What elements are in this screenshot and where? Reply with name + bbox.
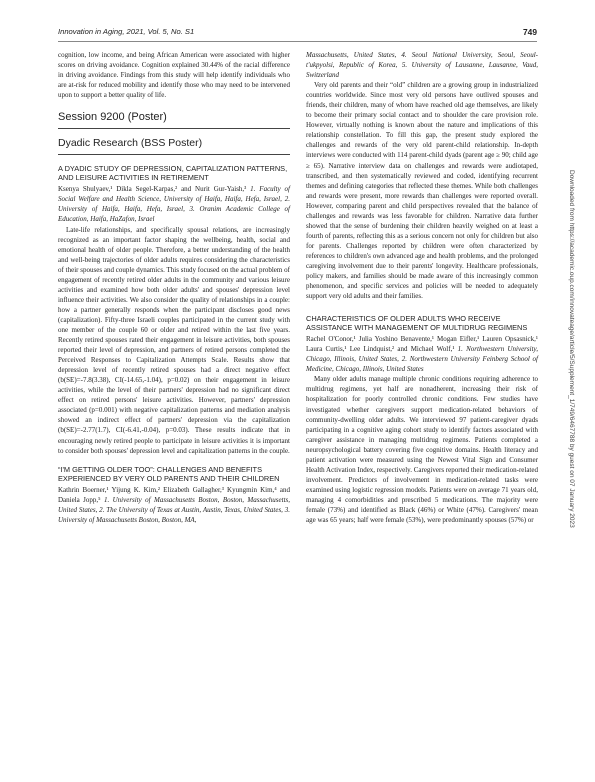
abstract-3-title: CHARACTERISTICS OF OLDER ADULTS WHO RECEIVE ASSISTANCE WITH MANAGEMENT OF MULTIDRUG REGIMENS: [306, 314, 528, 333]
abstract-1-title: A DYADIC STUDY OF DEPRESSION, CAPITALIZATION PATTERNS, AND LEISURE ACTIVITIES IN RETIREMENT: [58, 164, 288, 183]
abstract-2-body: Very old parents and their “old” children are a growing group in industrialized countries worldwide. Since most very old persons have outlived spouses and friends, their children, many of whom have reached old age themselves, are likely to become their primary social contact and to shoulder the care provision role. However, virtually nothing is known about the nature and implications of this relationship constellation. To fill this gap, the present study explored the challenges and rewards of the very old parent-child relationship. In-depth interviews were conducted with 114 parent-child dyads (parent age ≥ 90; child age ≥ 65). Narrative interview data on challenges and rewards were audiotaped, transcribed, and then systematically reviewed and coded, identifying recurrent themes and defining categories that reflected these themes. While both challenges and rewards were present, more rewards than challenges were reported overall. However, comparing parent and child perspectives revealed that the balance of challenges and rewards was less favorable for children. Narrative data further showed that the sense of burdening their children heavily weighed on at least a fourth of parents, reflecting this as a serious concern not only for children but also for parents. Challenges reported by children were often characterized by references to children's own advanced age and health problems, and the prolonged caregiving involvement due to their parents' longevity. Healthcare professionals, policy makers, and families should be made aware of this increasingly common phenomenon, and specific services and policies will be needed to adequately support very old adults and their families.: [306, 81, 538, 301]
session-heading: Session 9200 (Poster): [58, 112, 290, 129]
running-header: [58, 27, 537, 41]
abstract-2-affiliations-continued: Massachusetts, United States, 4. Seoul National University, Seoul, Seoul-t'ukpyolsi, Republic of Korea, 5. University of Lausanne, Lausanne, Vaud, Switzerland: [306, 51, 538, 80]
abstract-2-affiliations: 1. University of Massachusetts Boston, Boston, Massachusetts, United States, 2. The University of Texas at Austin, Austin, Texas, United States, 3. University of Massachusetts Boston, Boston, MA,: [58, 495, 290, 524]
download-note: Downloaded from https://academic.oup.com/innovateage/article/5/Supplement_1/749/6467788 by guest on 07 January 2023: [568, 170, 575, 528]
abstract-3-authors: Rachel O'Conor,¹ Julia Yoshino Benavente,¹ Mogan Eifler,¹ Lauren Opsasnick,¹ Laura Curtis,¹ Lee Lindquist,² and Michael Wolf,¹: [306, 335, 538, 354]
header-rule: [58, 41, 537, 42]
abstract-3-body: Many older adults manage multiple chronic conditions requiring adherence to multidrug regimens, yet half are nonadherent, increasing their risk of hospitalization for poorly controlled chronic conditions. Few studies have investigated whether caregivers support medication-related behaviors of community-dwelling older adults. We interviewed 97 patient-caregiver dyads participating in a cognitive aging cohort study to identify factors associated with caregiver assistance in managing multidrug regimens. Patients completed a neuropsychological battery covering five cognitive domains. Health literacy and patient activation were measured using the Newest Vital Sign and Consumer Health Activation Index, respectively. Caregivers reported their medication-related involvement. Predictors of involvement in medication-related tasks were examined using logistic regression models. Patients were on average 71 years old, managing 4 comorbidities and prescribed 5 medications. The majority were female (73%) and identified as Black (46%) or White (47%). Caregivers' mean age was 65 years; half were female (53%), were predominantly spouses (57%) or: [306, 375, 538, 525]
right-column: [306, 50, 538, 525]
abstract-1-byline: [58, 184, 290, 224]
abstract-1-body: Late-life relationships, and specifically spousal relations, are increasingly recognized as an important factor shaping the wellbeing, health, social and emotional health of older people. Therefore, a better understanding of the health and well-being trajectories of older adults requires considering the characteristics of their spouses and couple dynamics. This study focused on the actual problem of engagement of recently retired older adults in the community and various leisure activities and examined how both older adults' and spouses' depression level influence their activities. We also consider the quality of relationships in a couple: how a partner generally responds when the participant discloses good news (capitalization). Fifty-three Israeli couples participated in the current study with one member of the couple 60 or older and retired within the last five years. Recently retired spouses rated their engagement in leisure activities, both spouses reported their level of depression, and partners of retired persons completed the Perceived Responses to Capitalization Attempts Scale. Results show that depression level of recently retired spouses had a direct negative effect (b(SE)=-7.8(3.38), CI(-14.65,-1.04), p=0.02) on their engagement in leisure activities, while the level of their partners' depression had no significant direct effect on retired persons' leisure activities. However, partners' depression associated (p=0.001) with negative capitalization patterns and mediation analysis showed an indirect effect of partners' depression via the capitalization (b(SE)=-2.77(1.7), CI(-6.41,-0.04), p=0.03). These results indicate that in encouraging newly retired people to participate in leisure activities it is important to consider both spouses' depression level and capitalization patterns in the couple.: [58, 225, 290, 455]
page-number: 749: [523, 27, 537, 37]
abstract-1-authors: Ksenya Shulyaev,¹ Dikla Segel-Karpas,² and Nurit Gur-Yaish,³: [58, 185, 247, 194]
abstract-2-title: “I'M GETTING OLDER TOO”: CHALLENGES AND BENEFITS EXPERIENCED BY VERY OLD PARENTS AND THEIR CHILDREN: [58, 464, 280, 483]
journal-citation: Innovation in Aging, 2021, Vol. 5, No. S1: [58, 27, 195, 36]
abstract-2-authors: Kathrin Boerner,¹ Yijung K. Kim,² Elizabeth Gallagher,³ Kyungmin Kim,⁴ and Daniela Jopp,⁵: [58, 485, 290, 504]
abstract-1-affiliations: 1. Faculty of Social Welfare and Health Science, University of Haifa, Haifa, Hefa, Israel, 2. University of Haifa, Haifa, Hefa, Israel, 3. Oranim Academic College of Education, Haifa, HaZafon, Israel: [58, 185, 290, 224]
abstract-3-affiliations: 1. Northwestern University, Chicago, Illinois, United States, 2. Northwestern University Feinberg School of Medicine, Chicago, Illinois, United States: [306, 345, 538, 374]
abstract-3-byline: [306, 334, 538, 374]
download-sidebar: [568, 170, 580, 600]
continued-abstract-text: cognition, low income, and being African American were associated with higher scores on driving avoidance. Cognition explained 30.44% of the racial difference in driving avoidance. Findings from this study will help identify individuals who are at-risk for reduced mobility and identify those who may need to be intervened upon to support a better quality of life.: [58, 51, 290, 100]
track-heading: Dyadic Research (BSS Poster): [58, 138, 290, 155]
abstract-2-byline: [58, 485, 290, 525]
left-column: [58, 50, 290, 525]
